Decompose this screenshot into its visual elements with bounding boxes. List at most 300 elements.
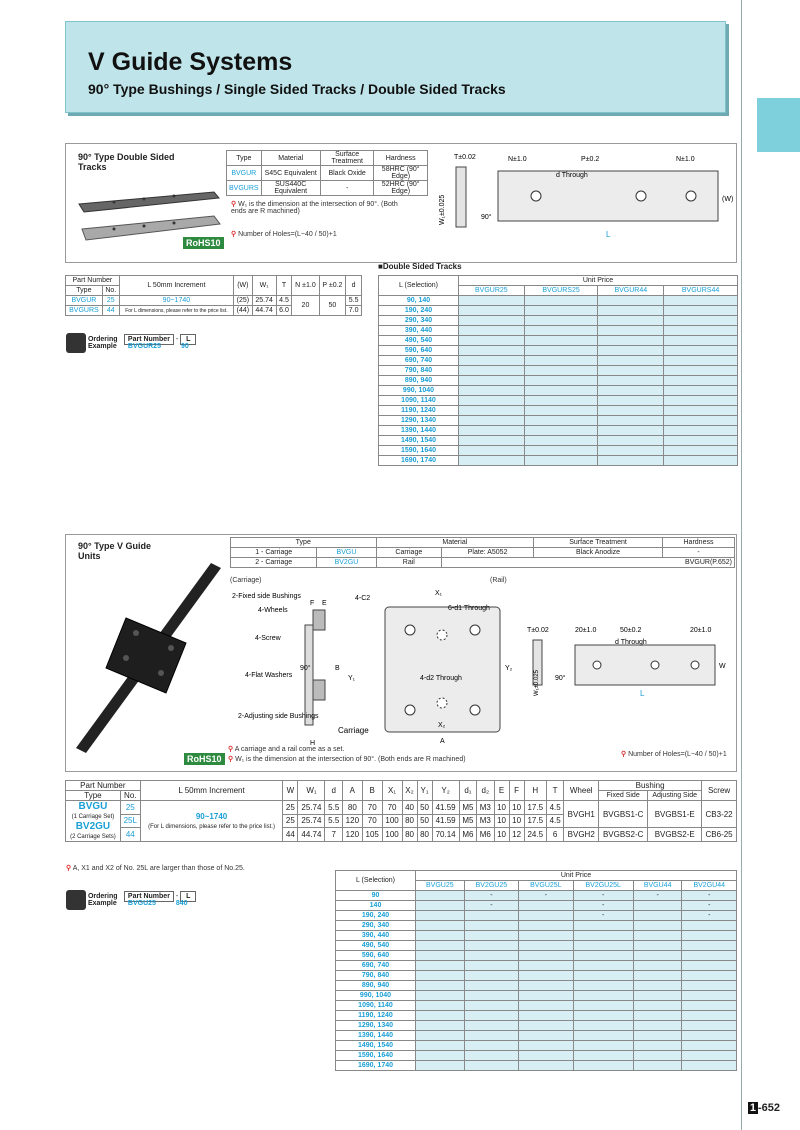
pn-type-sub: (1 Carriage Set) (71, 814, 115, 820)
note-holes: ⚲ Number of Holes=(L−40 / 50)+1 (621, 751, 727, 758)
carriage-drawing (230, 585, 520, 750)
cell: 10 (494, 828, 509, 842)
spec-cell: S45C Equivalent (261, 166, 320, 181)
inc-header: L 50mm Increment (140, 781, 283, 801)
price-cell (633, 911, 682, 921)
price-cell (664, 366, 738, 376)
pn-type-sub: (2 Carriage Sets) (70, 833, 116, 840)
l-selection: 390, 440 (379, 326, 459, 336)
price-row (379, 336, 738, 346)
price-row (336, 941, 737, 951)
screw-cell: CB3-22 (702, 801, 737, 828)
price-cell (519, 991, 573, 1001)
price-cell (459, 436, 525, 446)
page-prefix: 1 (749, 1102, 756, 1114)
price-row (379, 316, 738, 326)
price-col: BVGURS44 (664, 286, 738, 296)
cell: 100 (382, 828, 402, 842)
price-cell (416, 1011, 465, 1021)
price-cell: - (573, 911, 633, 921)
l-selection: 1290, 1340 (336, 1021, 416, 1031)
price-cell (633, 991, 682, 1001)
unit-price-header: Unit Price (416, 871, 737, 881)
price-cell (459, 406, 525, 416)
l-selection: 390, 440 (336, 931, 416, 941)
col-n: N ±1.0 (292, 276, 319, 296)
price-cell (664, 416, 738, 426)
price-cell (664, 446, 738, 456)
rohs-badge: RoHS10 (184, 753, 225, 765)
price-cell (682, 931, 737, 941)
price-row (336, 1061, 737, 1071)
dim-angle: 90° (555, 675, 566, 682)
price-cell (464, 1011, 518, 1021)
cell: 105 (362, 828, 382, 842)
col: d₂ (477, 781, 494, 801)
wheel-cell: BVGH1 (564, 801, 599, 828)
l-selection: 690, 740 (379, 356, 459, 366)
price-cell: - (519, 891, 573, 901)
l-selection: 90, 140 (379, 296, 459, 306)
hardness-header: Hardness (662, 538, 734, 548)
price-cell (664, 346, 738, 356)
price-cell (664, 406, 738, 416)
price-cell (459, 446, 525, 456)
type-header: Type (66, 286, 103, 296)
price-row (336, 1041, 737, 1051)
cell: M5 (459, 801, 476, 815)
page-subtitle: 90° Type Bushings / Single Sided Tracks / Double Sided Tracks (88, 81, 506, 97)
col-d: d (346, 276, 362, 296)
price-cell (519, 961, 573, 971)
label-e: E (322, 600, 327, 607)
price-cell (459, 396, 525, 406)
page-title: V Guide Systems (88, 48, 293, 76)
price-cell (459, 326, 525, 336)
price-cell (464, 1001, 518, 1011)
price-row (336, 1021, 737, 1031)
cell: 25 (283, 814, 298, 828)
cell: 44.74 (298, 828, 325, 842)
price-cell (573, 1061, 633, 1071)
price-cell (664, 436, 738, 446)
dim-n2: N±1.0 (676, 156, 695, 163)
label-b: B (335, 665, 340, 672)
price-cell (416, 1051, 465, 1061)
price-cell (459, 296, 525, 306)
l-selection: 890, 940 (336, 981, 416, 991)
note-text: A carriage and a rail come as a set. (234, 746, 345, 753)
cell: - (662, 548, 734, 558)
price-cell (416, 951, 465, 961)
cell: 10 (494, 814, 509, 828)
price-cell (464, 981, 518, 991)
s1-ordering-example (66, 333, 196, 353)
pn-type: BVGUR (66, 296, 103, 306)
cell: 5.5 (346, 296, 362, 306)
price-cell (598, 306, 664, 316)
price-row (379, 386, 738, 396)
price-cell (459, 416, 525, 426)
cell: 10 (509, 801, 524, 815)
price-cell (524, 376, 598, 386)
price-cell (664, 316, 738, 326)
price-cell (464, 1061, 518, 1071)
col: d (325, 781, 342, 801)
pn-type-cell (66, 801, 121, 842)
price-cell (524, 346, 598, 356)
price-cell (598, 436, 664, 446)
price-cell (598, 396, 664, 406)
dim-w1: W₁±0.025 (439, 194, 446, 225)
price-cell (519, 1031, 573, 1041)
price-cell (459, 426, 525, 436)
dim-a: 20±1.0 (575, 627, 597, 634)
l-selection: 790, 840 (379, 366, 459, 376)
price-cell (519, 1051, 573, 1061)
col-type: Type (227, 151, 262, 166)
pn-inc-note: (For L dimensions, please refer to the price list.) (148, 823, 275, 830)
price-cell (459, 376, 525, 386)
price-cell (464, 971, 518, 981)
price-cell (664, 356, 738, 366)
surface-header: Surface Treatment (534, 538, 663, 548)
price-cell (664, 326, 738, 336)
price-cell (682, 1021, 737, 1031)
price-cell (524, 366, 598, 376)
price-cell (416, 1021, 465, 1031)
price-cell (524, 426, 598, 436)
cell: 70.14 (432, 828, 459, 842)
no-header: No. (102, 286, 119, 296)
price-cell (682, 1061, 737, 1071)
price-row (336, 891, 737, 901)
price-row (336, 921, 737, 931)
guide-unit-photo (71, 563, 226, 758)
spec-cell: 58HRC (90° Edge) (374, 166, 428, 181)
screw-header: Screw (702, 781, 737, 801)
price-cell: - (573, 901, 633, 911)
unit-price-header: Unit Price (459, 276, 738, 286)
price-cell (519, 981, 573, 991)
price-col: BVGURS25 (524, 286, 598, 296)
price-cell (633, 981, 682, 991)
price-cell (573, 1011, 633, 1021)
s1-part-number-table (65, 275, 362, 316)
cell: (25) (234, 296, 253, 306)
l-selection: 590, 640 (379, 346, 459, 356)
cell: 4.5 (276, 296, 292, 306)
price-cell (664, 306, 738, 316)
cell: M6 (477, 828, 494, 842)
l-selection: 190, 240 (336, 911, 416, 921)
price-cell (524, 306, 598, 316)
col-w: (W) (234, 276, 253, 296)
rail-drawing (515, 620, 730, 705)
price-cell (416, 961, 465, 971)
spec-table (226, 150, 428, 196)
price-cell (682, 981, 737, 991)
l-selection: 490, 540 (379, 336, 459, 346)
price-cell (633, 941, 682, 951)
pn-header: Part Number (66, 276, 120, 286)
price-col: BV2GU25 (464, 881, 518, 891)
s1-price-table (378, 275, 738, 466)
adj-cell: BVGBS2-E (648, 828, 702, 842)
l-selection: 1690, 1740 (336, 1061, 416, 1071)
l-selection: 1490, 1540 (336, 1041, 416, 1051)
price-cell (416, 1031, 465, 1041)
label-fixed: 2-Fixed side Bushings (232, 593, 301, 600)
price-cell (598, 326, 664, 336)
cell: 20 (292, 296, 319, 316)
label-flat: 4-Flat Washers (245, 672, 293, 679)
label-a: A (440, 738, 445, 745)
adj-cell: BVGBS1-E (648, 801, 702, 828)
price-cell (633, 1061, 682, 1071)
price-cell (598, 376, 664, 386)
price-cell (573, 991, 633, 1001)
margin-line (741, 0, 742, 1130)
label-x1: X₁ (435, 590, 443, 597)
price-row (336, 931, 737, 941)
price-cell (416, 941, 465, 951)
pn-header: Part Number (66, 781, 141, 791)
col: B (362, 781, 382, 801)
label-adj: 2-Adjusting side Bushings (238, 713, 319, 720)
price-row (336, 1031, 737, 1041)
price-row (379, 456, 738, 466)
l-selection: 1290, 1340 (379, 416, 459, 426)
cell: 4.5 (546, 814, 563, 828)
s2-ordering-example (66, 890, 196, 910)
note-holes: ⚲ Number of Holes=(L−40 / 50)+1 (231, 231, 337, 238)
price-cell (598, 316, 664, 326)
l-selection: 590, 640 (336, 951, 416, 961)
price-cell (464, 911, 518, 921)
pn-row (66, 801, 737, 815)
l-selection: 990, 1040 (336, 991, 416, 1001)
angle: 90° (481, 214, 492, 221)
price-cell: - (464, 891, 518, 901)
price-cell (524, 446, 598, 456)
cell: 40 (402, 801, 417, 815)
price-row (379, 326, 738, 336)
price-cell (633, 1031, 682, 1041)
l-selection: 90 (336, 891, 416, 901)
cell: 70 (362, 801, 382, 815)
price-cell (598, 416, 664, 426)
price-cell (682, 961, 737, 971)
dim-w: (W) (722, 196, 734, 203)
l-selection: 990, 1040 (379, 386, 459, 396)
price-cell (524, 356, 598, 366)
price-row (379, 396, 738, 406)
cell: 25.74 (298, 801, 325, 815)
price-cell (664, 386, 738, 396)
label-screw: 4-Screw (255, 635, 281, 642)
price-cell (633, 971, 682, 981)
price-row (379, 416, 738, 426)
cell: 5.5 (325, 814, 342, 828)
price-cell (519, 921, 573, 931)
price-cell (464, 961, 518, 971)
price-cell: - (633, 891, 682, 901)
price-row (336, 901, 737, 911)
price-cell (573, 981, 633, 991)
dim-n1: N±1.0 (508, 156, 527, 163)
wheel-cell: BVGH2 (564, 828, 599, 842)
price-cell (598, 296, 664, 306)
no-header: No. (120, 791, 140, 801)
label-c2: 4-C2 (355, 595, 371, 602)
pn-no: 25 (102, 296, 119, 306)
price-cell (524, 296, 598, 306)
price-cell (633, 951, 682, 961)
page-num: -652 (757, 1102, 780, 1114)
cell: Carriage (376, 548, 442, 558)
price-cell (664, 336, 738, 346)
price-cell (598, 346, 664, 356)
cell: 25.74 (298, 814, 325, 828)
inc-header: L 50mm Increment (119, 276, 233, 296)
cell: 12 (509, 828, 524, 842)
ordering-ex-pn: BVGUR25 (127, 343, 161, 350)
price-row (336, 1011, 737, 1021)
price-row (379, 296, 738, 306)
dim-w: W (719, 663, 726, 670)
dim-t: T±0.02 (454, 154, 476, 161)
label-h: H (310, 740, 316, 747)
pn-no: 25L (120, 814, 140, 828)
price-row (336, 971, 737, 981)
price-cell: - (573, 891, 633, 901)
price-cell (519, 931, 573, 941)
screw-cell: CB6-25 (702, 828, 737, 842)
fixed-cell: BVGBS1-C (599, 801, 648, 828)
cell: 17.5 (524, 801, 546, 815)
price-col: BVGU25 (416, 881, 465, 891)
col: E (494, 781, 509, 801)
type-code: BV2GU (317, 558, 376, 568)
price-cell (464, 1051, 518, 1061)
ordering-pn: Part Number (124, 891, 174, 902)
note-set: ⚲ A carriage and a rail come as a set. (228, 746, 345, 753)
cell: 6 (546, 828, 563, 842)
price-cell (524, 456, 598, 466)
cell: 25.74 (252, 296, 276, 306)
s2-type-table (230, 537, 735, 568)
col: T (546, 781, 563, 801)
price-cell (524, 326, 598, 336)
pn-inc: 90~1740 (119, 296, 233, 306)
price-cell (464, 951, 518, 961)
cell: 2 - Carriage (231, 558, 317, 568)
rohs-badge: RoHS10 (183, 237, 224, 249)
price-cell (573, 1001, 633, 1011)
col-surface: Surface Treatment (320, 151, 374, 166)
price-cell (459, 336, 525, 346)
price-cell (598, 366, 664, 376)
double-sided-title-text: Double Sided Tracks (382, 262, 462, 271)
dim-p: P±0.2 (581, 156, 600, 163)
l-selection: 1090, 1140 (336, 1001, 416, 1011)
l-selection: 290, 340 (379, 316, 459, 326)
price-cell (664, 396, 738, 406)
price-cell (633, 961, 682, 971)
price-cell (524, 396, 598, 406)
cell: BVGUR(P.652) (442, 558, 735, 568)
spec-cell: - (320, 181, 374, 196)
price-row (379, 376, 738, 386)
dim-d: d Through (615, 639, 647, 646)
fixed-cell: BVGBS2-C (599, 828, 648, 842)
col: Y₁ (417, 781, 432, 801)
cell: 17.5 (524, 814, 546, 828)
price-cell (416, 1001, 465, 1011)
section1-label: 90° Type Double Sided Tracks (78, 152, 175, 172)
track-drawing (436, 149, 736, 259)
note-text: W₁ is the dimension at the intersection of 90°. (Both ends are R machined) (231, 201, 398, 215)
price-cell (573, 971, 633, 981)
label-wheels: 4-Wheels (258, 607, 288, 614)
l-selection: 790, 840 (336, 971, 416, 981)
price-row (336, 961, 737, 971)
price-cell (459, 366, 525, 376)
price-cell (682, 951, 737, 961)
spec-cell: 52HRC (90° Edge) (374, 181, 428, 196)
price-cell (598, 386, 664, 396)
cell: Plate: A5052 (442, 548, 534, 558)
side-tab (757, 98, 800, 152)
price-cell (416, 971, 465, 981)
cell: 24.5 (524, 828, 546, 842)
price-cell (524, 316, 598, 326)
price-row (336, 991, 737, 1001)
price-row (379, 306, 738, 316)
price-cell (573, 921, 633, 931)
l-selection: 1090, 1140 (379, 396, 459, 406)
page-number (748, 1102, 780, 1114)
s2-price-table (335, 870, 737, 1071)
cell: 1 - Carriage (231, 548, 317, 558)
note-25l: ⚲ A, X1 and X2 of No. 25L are larger than those of No.25. (66, 865, 245, 872)
price-cell (682, 991, 737, 1001)
cell: 6.0 (276, 306, 292, 316)
cell: Rail (376, 558, 442, 568)
pn-type: BVGURS (66, 306, 103, 316)
cell: 41.59 (432, 814, 459, 828)
price-cell (682, 1051, 737, 1061)
price-cell (598, 456, 664, 466)
col: F (509, 781, 524, 801)
col-p: P ±0.2 (319, 276, 346, 296)
price-cell: - (682, 911, 737, 921)
pn-inc-note: For L dimensions, please refer to the price list. (119, 306, 233, 316)
col: X₁ (382, 781, 402, 801)
price-cell (573, 1051, 633, 1061)
l-selection: 1190, 1240 (336, 1011, 416, 1021)
dim-w1: W₁±0.025 (534, 670, 540, 696)
price-row (336, 911, 737, 921)
cell: M3 (477, 814, 494, 828)
cell: 50 (417, 801, 432, 815)
col: A (342, 781, 362, 801)
price-cell (464, 1041, 518, 1051)
price-cell (459, 346, 525, 356)
ordering-label: Ordering Example (87, 893, 118, 907)
price-cell (682, 1011, 737, 1021)
